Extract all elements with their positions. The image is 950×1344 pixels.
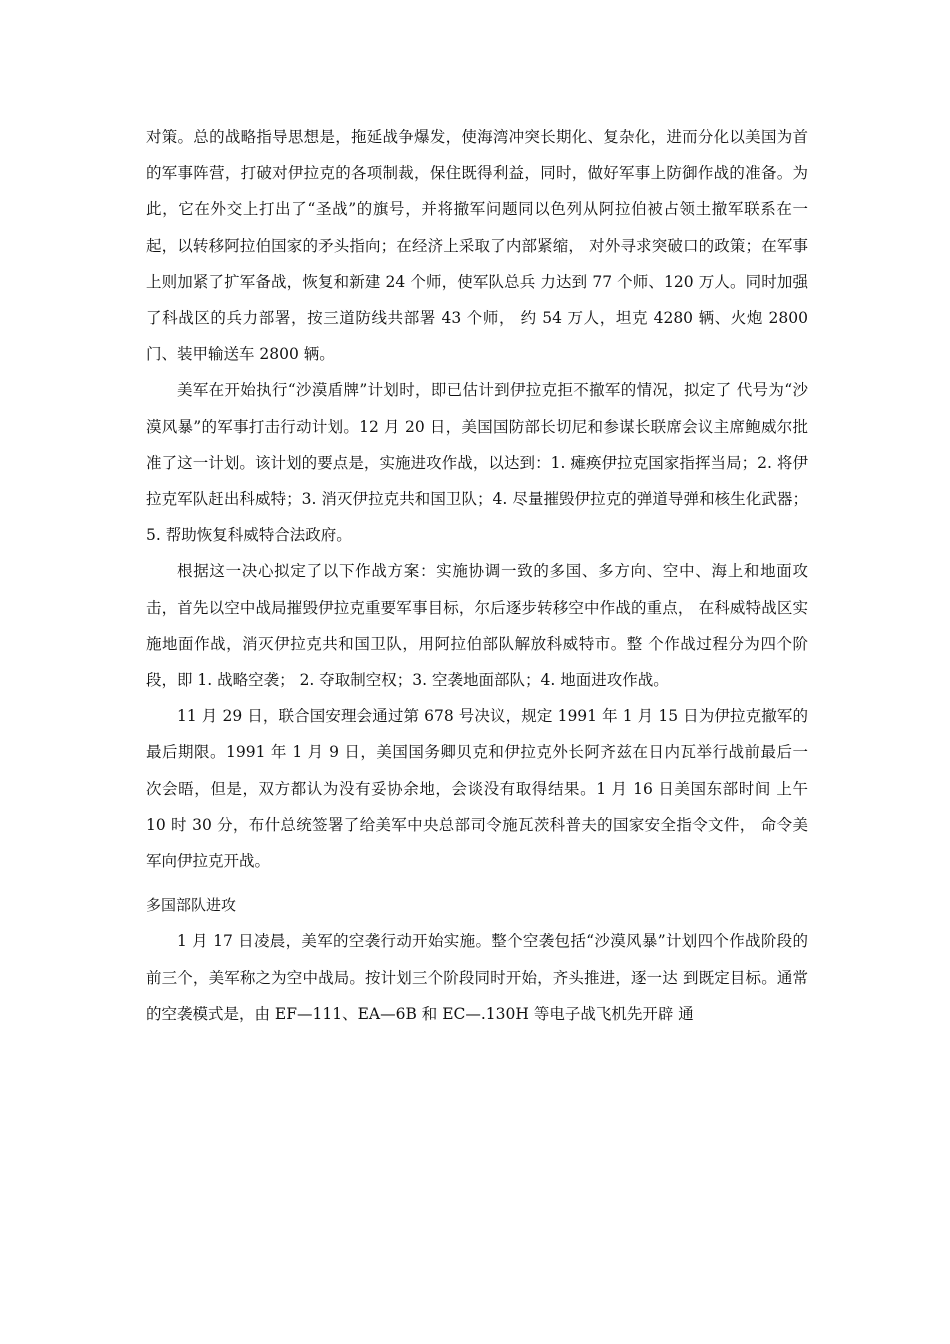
paragraph-air-campaign: 1 月 17 日凌晨，美军的空袭行动开始实施。整个空袭包括“沙漠风暴”计划四个作战阶段的前三个，美军称之为空中战局。按计划三个阶段同时开始，齐头推进，逐一达 到既定目标。通常的空袭模式是，由 EF—111、EA—6B 和 EC—.130H 等电子战飞机先开辟 通 <box>146 932 808 1023</box>
section-heading: 多国部队进攻 <box>146 896 237 915</box>
document-body <box>146 119 808 1032</box>
paragraph-strategy: 对策。总的战略指导思想是，拖延战争爆发，使海湾冲突长期化、复杂化，进而分化以美国为首的军事阵营，打破对伊拉克的各项制裁，保住既得利益，同时，做好军事上防御作战的准备。为此，它在外交上打出了“圣战”的旗号，并将撤军问题同以色列从阿拉伯被占领土撤军联系在一起，以转移阿拉伯国家的矛头指向；在经济上采取了内部紧缩， 对外寻求突破口的政策；在军事上则加紧了扩军备战，恢复和新建 24 个师，使军队总兵 力达到 77 个师、120 万人。同时加强了科战区的兵力部署，按三道防线共部署 43 个师， 约 54 万人，坦克 4280 辆、火炮 2800 门、装甲输送车 2800 辆。 <box>146 128 808 364</box>
paragraph-un-resolution: 11 月 29 日，联合国安理会通过第 678 号决议，规定 1991 年 1 月 15 日为伊拉克撤军的最后期限。1991 年 1 月 9 日，美国国务卿贝克和伊拉克外长阿齐兹在日内瓦举行战前最后一 次会晤，但是，双方都认为没有妥协余地，会谈没有取得结果。1 月 16 日美国东部时间 上午 10 时 30 分，布什总统签署了给美军中央总部司令施瓦茨科普夫的国家安全指令文件， 命令美军向伊拉克开战。 <box>146 707 808 871</box>
paragraph-operation-plan: 根据这一决心拟定了以下作战方案：实施协调一致的多国、多方向、空中、海上和地面攻击，首先以空中战局摧毁伊拉克重要军事目标，尔后逐步转移空中作战的重点， 在科威特战区实施地面作战，消灭伊拉克共和国卫队，用阿拉伯部队解放科威特市。整 个作战过程分为四个阶段，即 1. 战略空袭； 2. 夺取制空权；3. 空袭地面部队；4. 地面进攻作战。 <box>146 562 808 690</box>
paragraph-desert-storm-plan: 美军在开始执行“沙漠盾牌”计划时，即已估计到伊拉克拒不撤军的情况，拟定了 代号为“沙漠风暴”的军事打击行动计划。12 月 20 日，美国国防部长切尼和参谋长联席会议主席鲍威尔批准了这一计划。该计划的要点是，实施进攻作战，以达到：1. 瘫痪伊拉克国家指挥当局；2. 将伊拉克军队赶出科威特；3. 消灭伊拉克共和国卫队；4. 尽量摧毁伊拉克的弹道导弹和核生化武器；5. 帮助恢复科威特合法政府。 <box>146 381 808 545</box>
